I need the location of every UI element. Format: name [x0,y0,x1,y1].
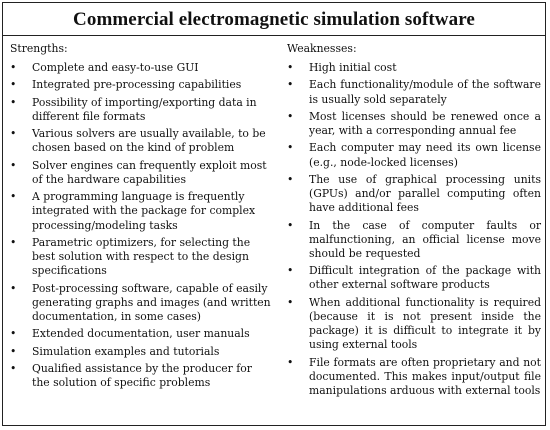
list-item [10,61,272,75]
bullet-icon: • [10,344,17,358]
list-item-text: Integrated pre-processing capabilities [32,78,242,92]
list-item-text: Parametric optimizers, for selecting the best solution with respect to the design specifications [32,235,251,278]
strengths-list [10,61,272,390]
bullet-icon: • [10,127,17,141]
list-item [287,61,541,75]
bullet-icon: • [287,61,294,74]
list-item [287,141,541,169]
weaknesses-list [287,61,541,398]
list-item-text: Each functionality/module of the software is usually sold separately [309,78,541,106]
bullet-icon: • [287,78,294,92]
list-item-text: Possibility of importing/exporting data in different file formats [32,95,257,123]
list-item [10,96,272,124]
list-item-text: Simulation examples and tutorials [32,344,220,358]
list-item-text: In the case of computer faults or malfunctioning, an official license move should be requested [309,218,541,260]
bullet-icon: • [10,281,17,295]
list-item [287,78,541,106]
list-item [287,296,541,353]
list-item [287,264,541,292]
bullet-icon: • [287,141,294,155]
bullet-icon: • [287,218,294,232]
list-item [10,345,272,359]
bullet-icon: • [10,327,17,341]
bullet-icon: • [10,361,17,375]
list-item-text: Complete and easy-to-use GUI [32,61,199,74]
table-frame [2,2,546,426]
bullet-icon: • [287,109,294,123]
list-item-text: A programming language is frequently integrated with the package for complex processing/modeling tasks [32,190,256,232]
list-item-text: Difficult integration of the package with other external software products [309,264,541,292]
list-item [10,127,272,155]
list-item [10,362,272,390]
list-item [10,236,272,279]
list-item [287,356,541,399]
weaknesses-column [287,41,541,401]
list-item [10,282,272,325]
list-item [10,159,272,187]
list-item [10,190,272,233]
bullet-icon: • [10,190,17,204]
list-item-text: Post-processing software, capable of easily generating graphs and images (and written documentation, in some cases) [32,281,271,323]
list-item [287,219,541,262]
bullet-icon: • [10,61,17,74]
list-item-text: High initial cost [309,61,397,74]
list-item-text: Various solvers are usually available, to be chosen based on the kind of problem [32,127,266,155]
bullet-icon: • [287,355,294,369]
list-item [10,78,272,92]
list-item-text: When additional functionality is required (because it is not present inside the package) it is difficult to integrate it by using external tools [309,295,541,352]
list-item-text: File formats are often proprietary and not documented. This makes input/output file manipulations arduous with external tools [309,355,541,398]
list-item-text: Each computer may need its own license (e.g., node-locked licenses) [309,141,541,169]
bullet-icon: • [10,235,17,249]
weaknesses-heading: Weaknesses: [287,42,357,55]
list-item-text: Qualified assistance by the producer for the solution of specific problems [32,361,252,389]
bullet-icon: • [10,95,17,109]
bullet-icon: • [287,172,294,186]
list-item [10,327,272,341]
list-item [287,173,541,216]
bullet-icon: • [287,264,294,278]
list-item-text: The use of graphical processing units (GPUs) and/or parallel computing often have additional fees [309,172,541,215]
bullet-icon: • [10,78,17,92]
list-item [287,110,541,138]
title-divider [3,35,545,36]
strengths-heading: Strengths: [10,42,68,55]
bullet-icon: • [287,295,294,309]
list-item-text: Most licenses should be renewed once a year, with a corresponding annual fee [309,109,541,137]
list-item-text: Solver engines can frequently exploit most of the hardware capabilities [32,158,267,186]
list-item-text: Extended documentation, user manuals [32,327,250,341]
strengths-column [10,41,272,393]
table-title: Commercial electromagnetic simulation software [73,9,475,30]
bullet-icon: • [10,158,17,172]
